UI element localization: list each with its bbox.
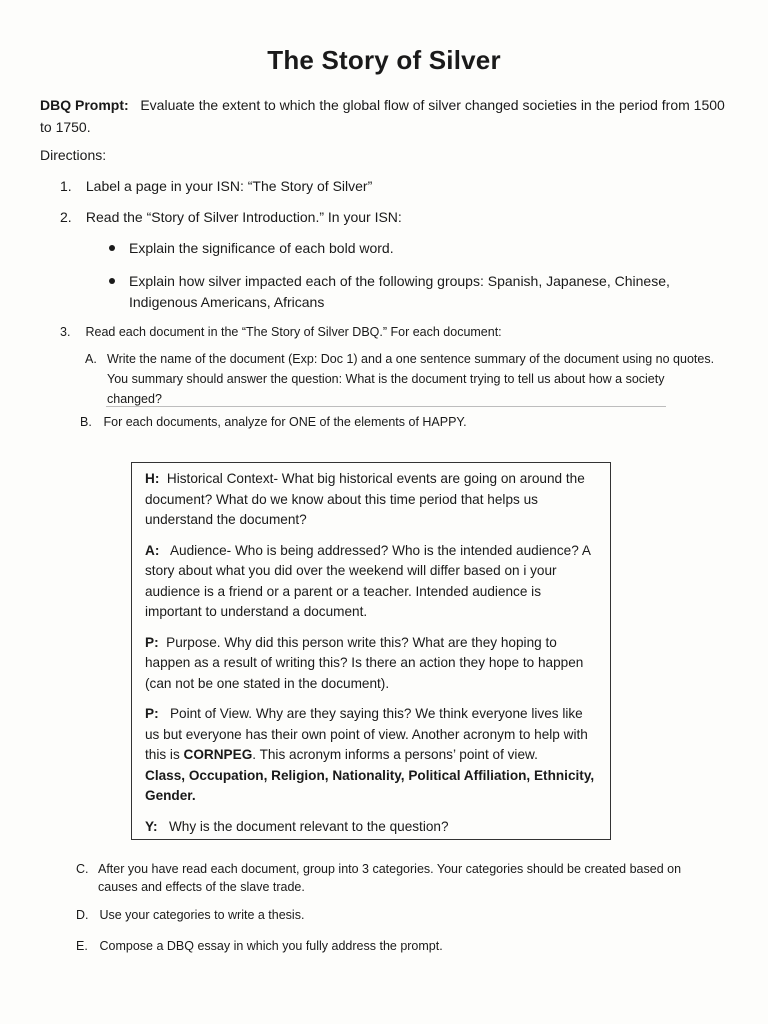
step-2 (60, 207, 402, 228)
bullet-item-1: Explain the significance of each bold word. (129, 240, 394, 256)
dbq-prompt (40, 94, 730, 138)
happy-box (131, 462, 611, 840)
directions-heading: Directions: (40, 147, 107, 163)
happy-h-text: Historical Context- What big historical events are going on around the document? What do we know about this time period that helps us understand the document? (145, 471, 585, 527)
happy-p2-text-b: . This acronym informs a persons’ point of view. (252, 747, 538, 762)
step-1 (60, 176, 372, 197)
happy-p2-text-a: Point of View. Why are they saying this? We think everyone lives like us but everyone has their own point of view. Another acronym to help with this is (145, 706, 588, 762)
cornpeg-acronym: CORNPEG (183, 747, 253, 762)
substep-b-letter: B. (80, 415, 92, 429)
substep-c (76, 860, 716, 896)
faint-underline (106, 406, 666, 407)
happy-y-key: Y: (145, 818, 158, 834)
step-3-number: 3. (60, 325, 71, 339)
substep-e (76, 937, 443, 955)
page-title: The Story of Silver (267, 45, 501, 75)
happy-h-key: H: (145, 471, 160, 486)
happy-p-purpose-row (145, 633, 600, 695)
bullet-icon (109, 278, 115, 284)
step-3-text: Read each document in the “The Story of Silver DBQ.” For each document: (85, 325, 502, 339)
happy-y-text: Why is the document relevant to the question? (168, 818, 449, 834)
bullet-icon (109, 245, 115, 251)
step-2-number: 2. (60, 209, 72, 225)
happy-a-row (145, 541, 600, 623)
dbq-prompt-text: Evaluate the extent to which the global flow of silver changed societies in the period from 1500 to 1750. (40, 97, 725, 135)
happy-a-text: Audience- Who is being addressed? Who is the intended audience? A story about what you did over the weekend will differ based on i your audience is a friend or a parent or a teacher. Intended audience is important to understand a document. (145, 542, 591, 619)
happy-p2-key: P: (145, 706, 159, 721)
substep-d-text: Use your categories to write a thesis. (99, 908, 305, 922)
substep-a-text: Write the name of the document (Exp: Doc 1) and a one sentence summary of the document using no quotes. You summary should answer the question: What is the document trying to tell us about how a society changed? (107, 352, 715, 406)
substep-b (80, 412, 467, 432)
happy-p1-text: Purpose. Why did this person write this? What are they hoping to happen as a result of writing this? Is there an action they hope to happen (can not be one stated in the document). (145, 634, 584, 691)
happy-p-pov-row (145, 704, 600, 807)
substep-e-text: Compose a DBQ essay in which you fully address the prompt. (99, 939, 443, 953)
dbq-prompt-label: DBQ Prompt: (40, 97, 129, 113)
happy-y-row (145, 817, 600, 838)
step-3 (60, 322, 502, 342)
step-1-number: 1. (60, 178, 72, 194)
substep-c-text: After you have read each document, group into 3 categories. Your categories should be created based on causes and effects of the slave trade. (98, 862, 682, 894)
substep-b-text: For each documents, analyze for ONE of the elements of HAPPY. (103, 415, 467, 429)
bullet-item-2: Explain how silver impacted each of the following groups: Spanish, Japanese, Chinese, Indigenous Americans, Africans (129, 273, 670, 310)
cornpeg-list: Class, Occupation, Religion, Nationality, Political Affiliation, Ethnicity, Gender. (145, 767, 595, 803)
substep-c-letter: C. (76, 862, 89, 876)
substep-d-letter: D. (76, 908, 89, 922)
substep-a-letter: A. (85, 352, 97, 366)
happy-p1-key: P: (145, 634, 159, 650)
substep-d (76, 906, 304, 924)
happy-a-key: A: (145, 542, 160, 558)
step-1-text: Label a page in your ISN: “The Story of Silver” (85, 178, 373, 194)
step-2-text: Read the “Story of Silver Introduction.” In your ISN: (85, 209, 402, 225)
happy-h-row (145, 469, 600, 531)
substep-a (85, 349, 715, 409)
substep-e-letter: E. (76, 939, 88, 953)
